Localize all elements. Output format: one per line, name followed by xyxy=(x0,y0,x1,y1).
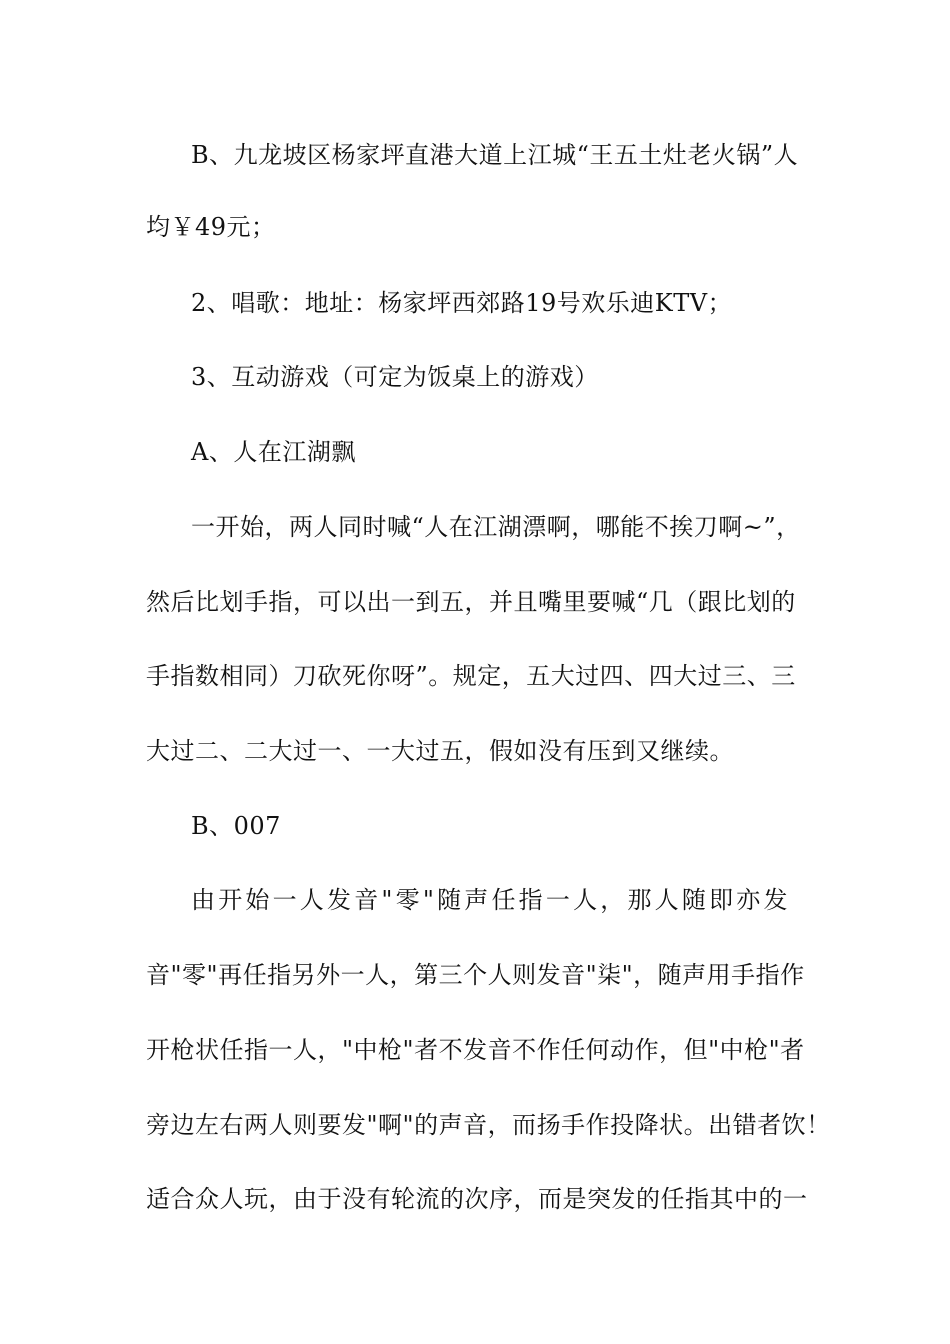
text-line: 开枪状任指一人，"中枪"者不发音不作任何动作，但"中枪"者 xyxy=(146,1036,805,1064)
text-line: A、人在江湖飘 xyxy=(191,438,356,466)
text-line: B、九龙坡区杨家坪直港大道上江城“王五土灶老火锅”人 xyxy=(191,141,799,169)
text-line: B、007 xyxy=(191,812,281,840)
text-line: 3、互动游戏（可定为饭桌上的游戏） xyxy=(191,363,599,391)
text-line: 手指数相同）刀砍死你呀”。规定，五大过四、四大过三、三 xyxy=(146,662,796,690)
text-line: 适合众人玩，由于没有轮流的次序，而是突发的任指其中的一 xyxy=(146,1185,808,1213)
text-line: 由开始一人发音"零"随声任指一人，那人随即亦发 xyxy=(191,886,791,914)
text-line: 一开始，两人同时喊“人在江湖漂啊，哪能不挨刀啊~”， xyxy=(191,513,801,541)
text-line: 旁边左右两人则要发"啊"的声音，而扬手作投降状。出错者饮！ xyxy=(146,1111,831,1139)
text-line: 音"零"再任指另外一人，第三个人则发音"柒"，随声用手指作 xyxy=(146,961,805,989)
text-line: 均￥49元； xyxy=(146,213,276,241)
text-line: 2、唱歌：地址：杨家坪西郊路19号欢乐迪KTV； xyxy=(191,289,733,317)
text-line: 然后比划手指，可以出一到五，并且嘴里要喊“几（跟比划的 xyxy=(146,588,796,616)
text-line: 大过二、二大过一、一大过五，假如没有压到又继续。 xyxy=(146,737,734,765)
